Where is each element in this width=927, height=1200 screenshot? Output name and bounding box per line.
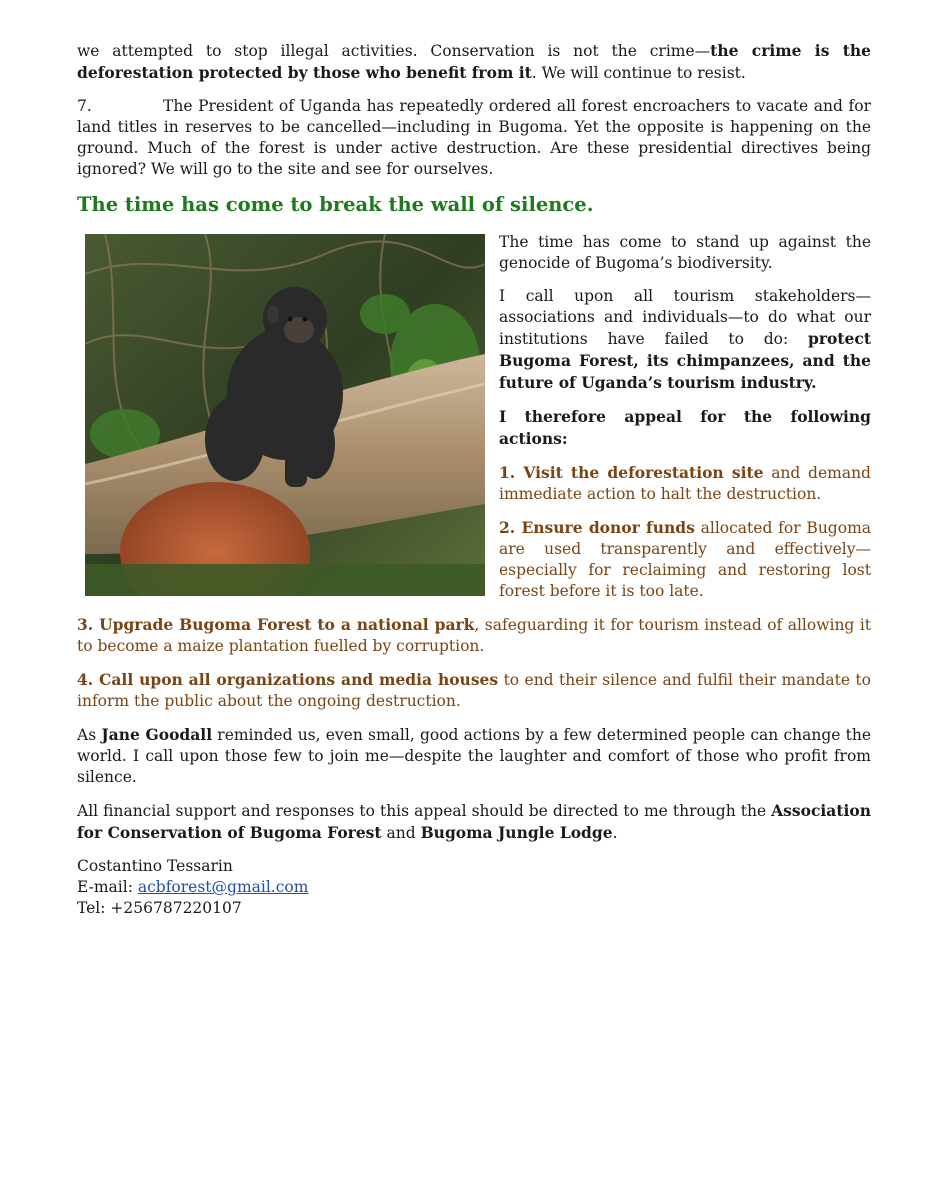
action-item: 1. Visit the deforestation site and demand immediate action to halt the destruction.	[499, 463, 871, 503]
document-page	[77, 40, 871, 919]
signature-email: E-mail: acbforest@gmail.com	[77, 878, 309, 896]
chimpanzee-photo	[85, 234, 485, 596]
intro-bold: the crime is the deforestation protected by those who benefit from it	[77, 41, 871, 82]
paragraph-number: 7.	[77, 97, 92, 115]
email-link[interactable]: acbforest@gmail.com	[137, 878, 309, 896]
signature-name: Costantino Tessarin	[77, 857, 233, 875]
stand-up-paragraph: The time has come to stand up against the genocide of Bugoma’s biodiversity.	[499, 233, 871, 272]
section-heading: The time has come to break the wall of silence.	[77, 193, 594, 216]
support-paragraph: All financial support and responses to this appeal should be directed to me through the Association for Conservation of Bugoma Forest and Bugoma Jungle Lodge.	[77, 801, 871, 842]
signature-tel: Tel: +256787220107	[77, 899, 242, 917]
appeal-heading: I therefore appeal for the following actions:	[499, 407, 871, 448]
signature-block	[77, 856, 871, 919]
call-upon-paragraph: I call upon all tourism stakeholders—associations and individuals—to do what our institutions have failed to do: protect Bugoma Forest, its chimpanzees, and the future of Uganda’s tourism industry.	[499, 287, 871, 392]
action-item: 3. Upgrade Bugoma Forest to a national park, safeguarding it for tourism instead of allowing it to become a maize plantation fuelled by corruption.	[77, 615, 871, 655]
action-item: 4. Call upon all organizations and media houses to end their silence and fulfil their mandate to inform the public about the ongoing destruction.	[77, 670, 871, 710]
action-item: 2. Ensure donor funds allocated for Bugoma are used transparently and effectively—especially for reclaiming and restoring lost forest before it is too late.	[499, 518, 872, 600]
goodall-paragraph: As Jane Goodall reminded us, even small, good actions by a few determined people can change the world. I call upon those few to join me—despite the laughter and comfort of those who profit from silence.	[77, 725, 871, 786]
intro-paragraph: we attempted to stop illegal activities. Conservation is not the crime—the crime is the deforestation protected by those who benefit from it. We will continue to resist.	[77, 41, 871, 82]
paragraph-7: 7. The President of Uganda has repeatedly ordered all forest encroachers to vacate and for land titles in reserves to be cancelled—including in Bugoma. Yet the opposite is happening on the ground. Much of the forest is under active destruction. Are these presidential directives being ignored? We will go to the site and see for ourselves.	[77, 97, 871, 178]
call-upon-bold: protect Bugoma Forest, its chimpanzees, and the future of Uganda’s tourism industry.	[499, 329, 871, 392]
